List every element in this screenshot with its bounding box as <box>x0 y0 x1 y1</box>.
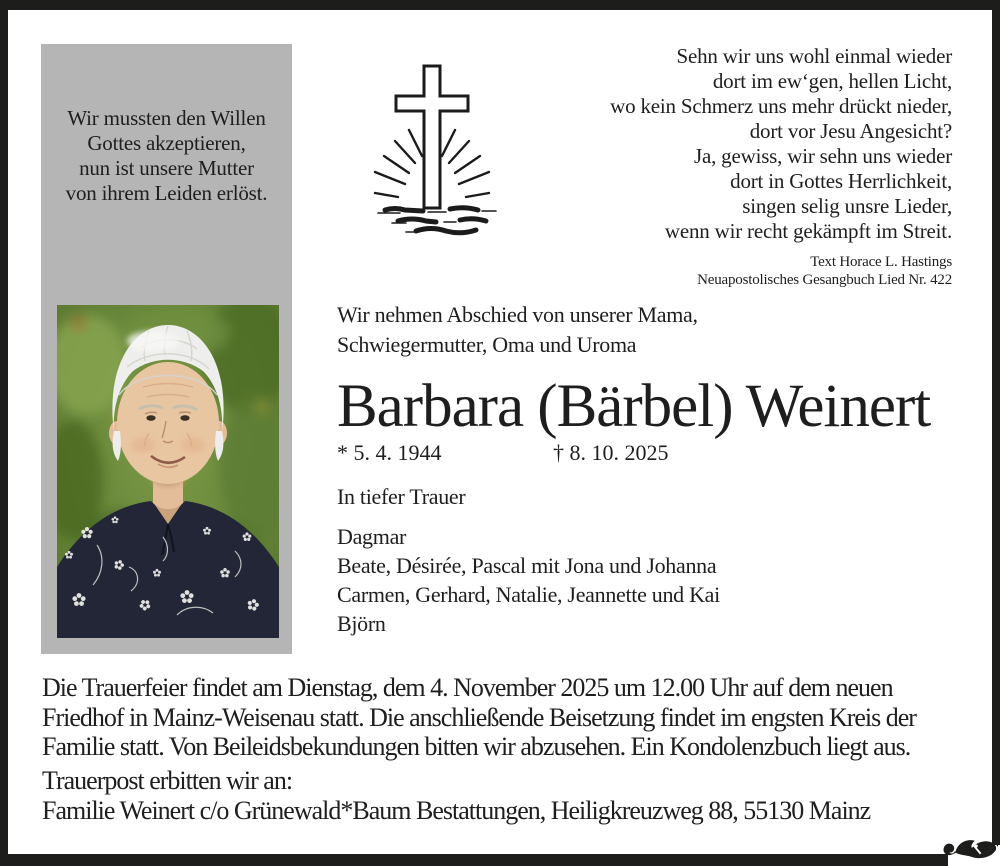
cross-sunrise-emblem <box>362 60 502 238</box>
condolence-text <box>41 44 292 206</box>
frame-border-bottom <box>0 854 948 866</box>
funeral-line: Friedhof in Mainz-Weisenau statt. Die anschließende Beisetzung findet im engsten Kreis der <box>42 702 916 732</box>
condolence-line: Wir mussten den Willen <box>67 106 266 130</box>
portrait-photo <box>57 305 279 638</box>
condolence-line: nun ist unsere Mutter <box>79 156 254 180</box>
announcement-line: Schwiegermutter, Oma und Uroma <box>337 332 637 357</box>
frame-border-right <box>992 0 1000 845</box>
poem-line: dort vor Jesu Angesicht? <box>749 119 952 143</box>
funeral-line: Die Trauerfeier findet am Dienstag, dem 4. November 2025 um 12.00 Uhr auf dem neuen <box>42 673 893 702</box>
mourner-line: Beate, Désirée, Pascal mit Jona und Johanna <box>337 553 717 578</box>
poem-line: Sehn wir uns wohl einmal wieder <box>676 44 952 68</box>
memorial-poem <box>610 44 952 289</box>
poem-line: wenn wir recht gekämpft im Streit. <box>664 219 952 243</box>
leaf-flourish-ornament <box>942 832 998 862</box>
announcement-line: Wir nehmen Abschied von unserer Mama, <box>337 302 698 327</box>
funeral-information <box>42 673 916 762</box>
poem-line: wo kein Schmerz uns mehr drückt nieder, <box>610 94 952 118</box>
poem-line: dort im ew‘gen, hellen Licht, <box>712 69 952 93</box>
death-date: † 8. 10. 2025 <box>553 440 669 465</box>
condolence-line: Gottes akzeptieren, <box>87 131 246 155</box>
frame-border-left <box>0 0 8 866</box>
poem-line: Ja, gewiss, wir sehn uns wieder <box>693 144 952 168</box>
mourner-line: Carmen, Gerhard, Natalie, Jeannette und Kai <box>337 582 720 607</box>
poem-attribution-source: Neuapostolisches Gesangbuch Lied Nr. 422 <box>697 272 952 288</box>
funeral-line: Familie statt. Von Beileidsbekundungen bitten wir abzusehen. Ein Kondolenzbuch liegt aus. <box>42 732 911 761</box>
mourners-list <box>337 522 720 638</box>
poem-attribution <box>610 253 952 289</box>
farewell-announcement <box>337 300 698 360</box>
mourner-line: Dagmar <box>337 524 407 549</box>
mourner-line: Björn <box>337 611 386 636</box>
poem-line: dort in Gottes Herrlichkeit, <box>730 169 952 193</box>
poem-line: singen selig unsre Lieder, <box>742 194 952 218</box>
postal-label: Trauerpost erbitten wir an: <box>42 766 293 795</box>
deceased-name: Barbara (Bärbel) Weinert <box>337 373 931 440</box>
birth-date: * 5. 4. 1944 <box>337 440 442 465</box>
postal-address: Familie Weinert c/o Grünewald*Baum Bestattungen, Heiligkreuzweg 88, 55130 Mainz <box>42 796 871 825</box>
poem-attribution-author: Text Horace L. Hastings <box>810 254 952 270</box>
frame-border-top <box>0 0 1000 10</box>
mourning-heading: In tiefer Trauer <box>337 484 466 509</box>
condolence-line: von ihrem Leiden erlöst. <box>65 181 268 205</box>
